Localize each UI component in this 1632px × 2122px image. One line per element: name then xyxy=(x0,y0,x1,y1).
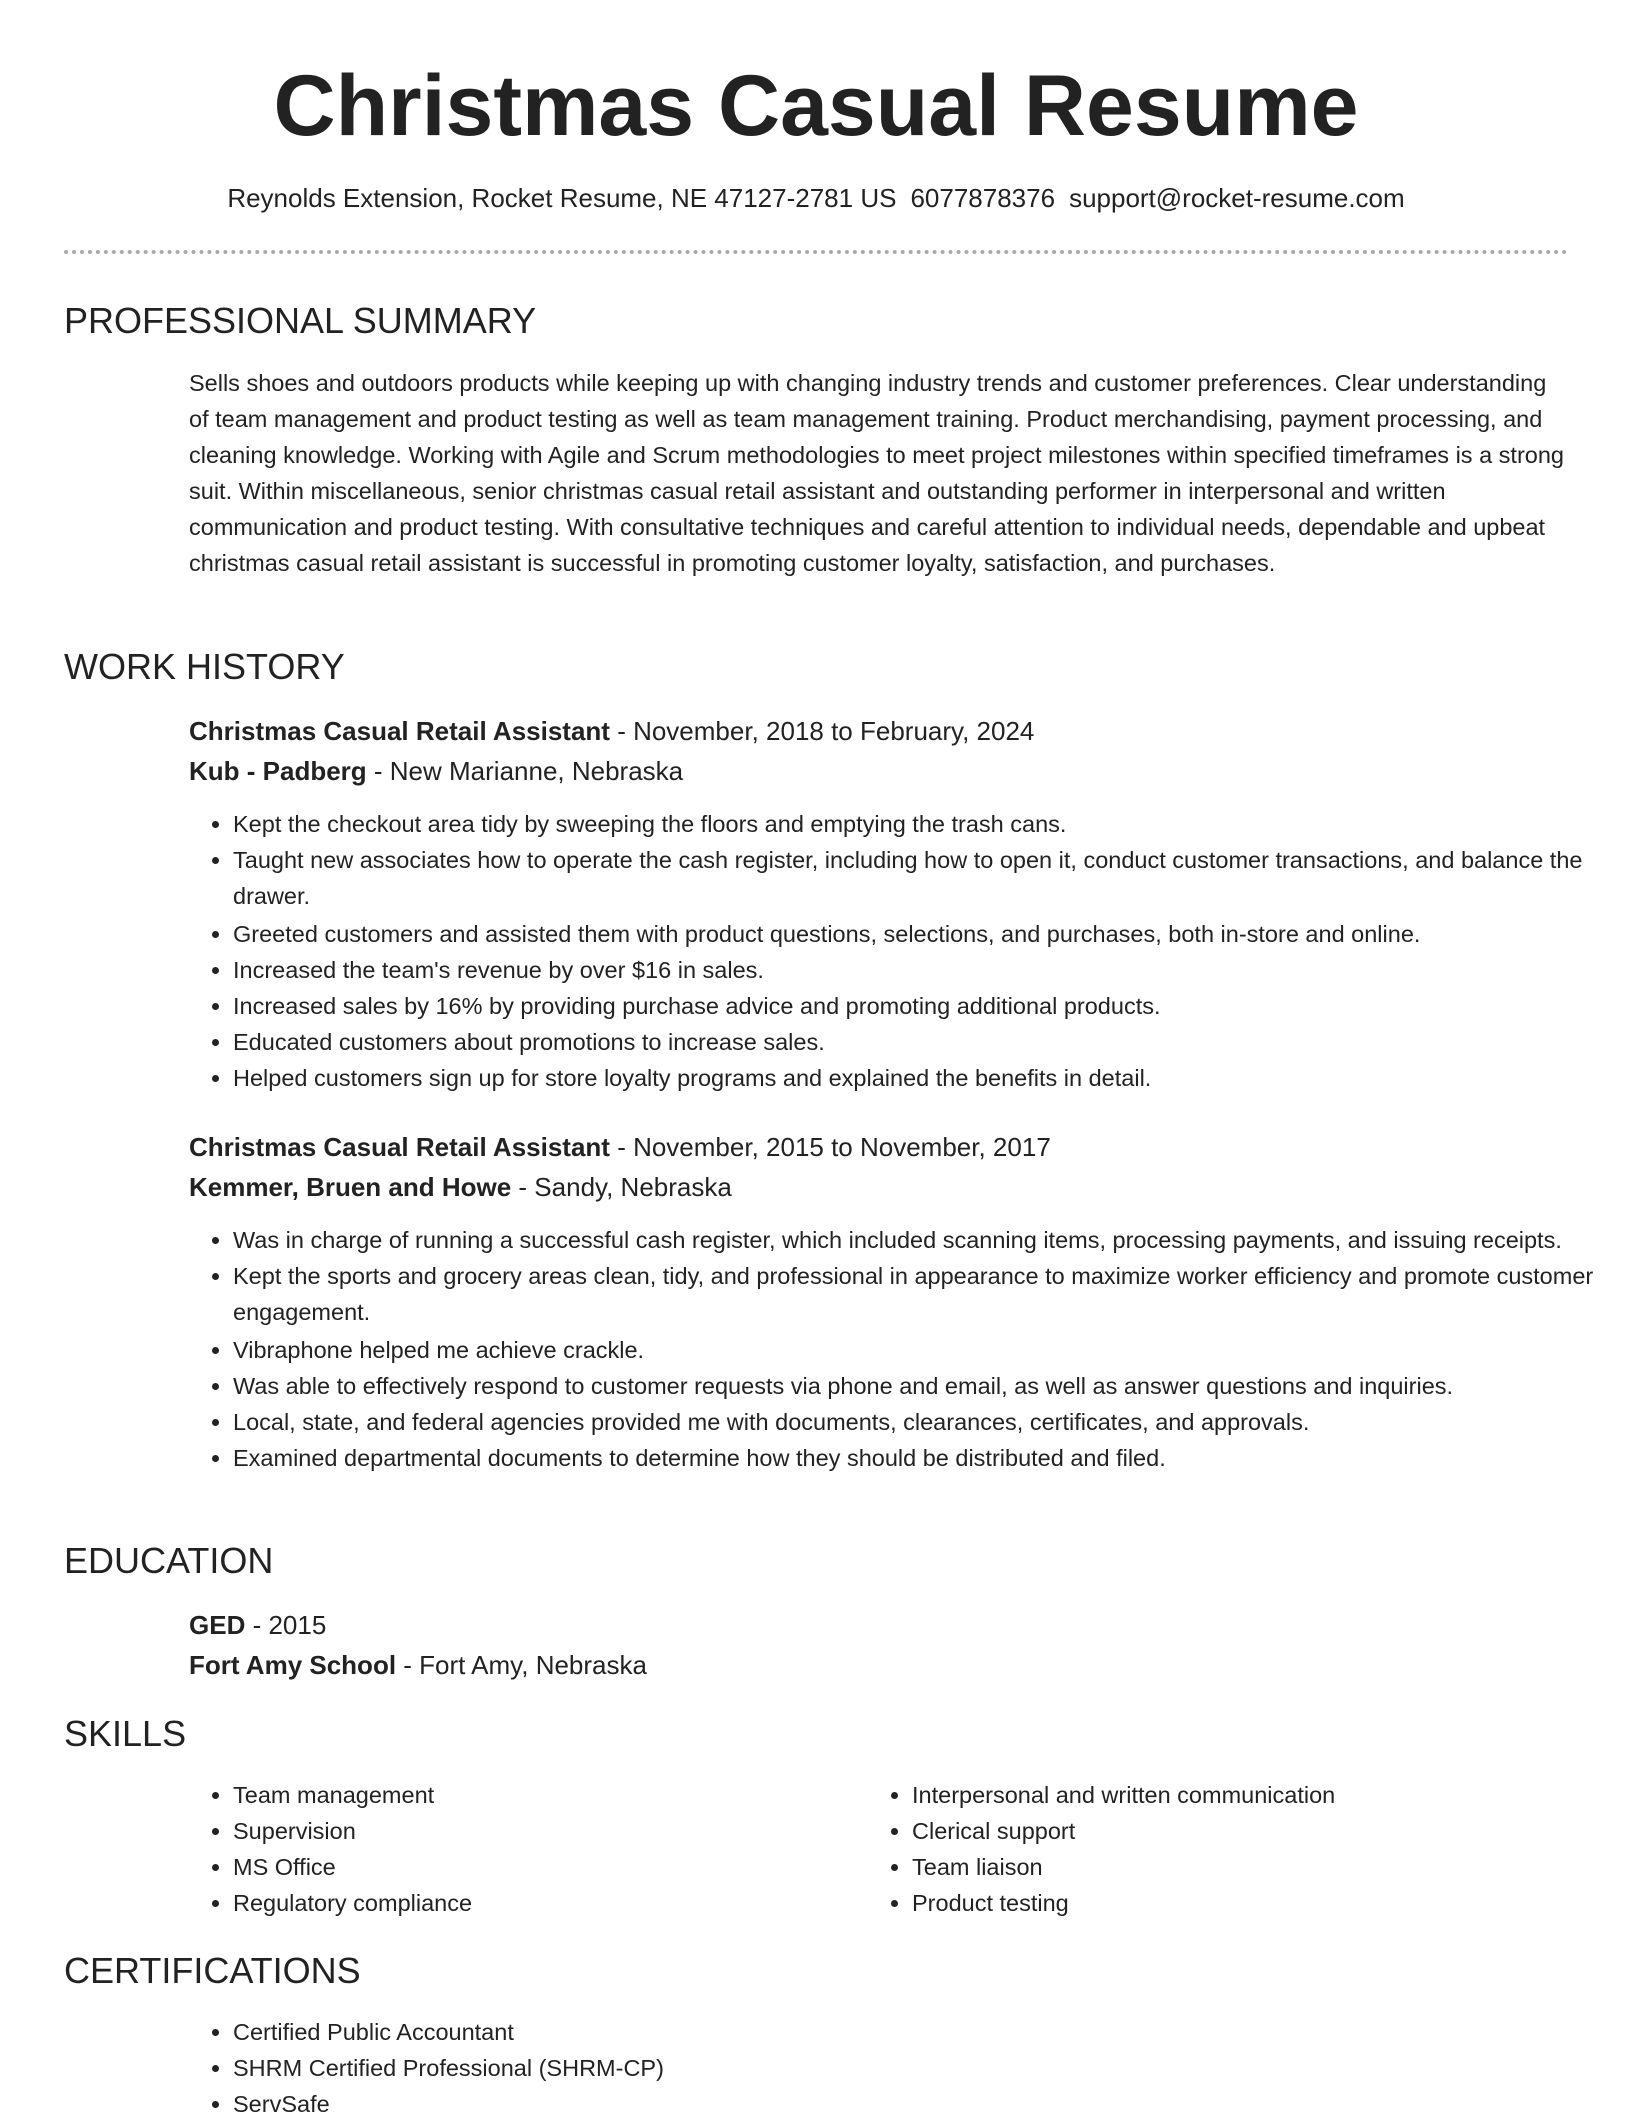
header-divider xyxy=(64,250,1568,254)
skills-list-left xyxy=(189,1777,853,1921)
job-bullet: • Examined departmental documents to determine how they should be distributed and filed. xyxy=(233,1440,1615,1476)
work-history-heading: WORK HISTORY xyxy=(64,646,345,687)
job-bullets xyxy=(189,806,1615,1096)
summary-heading: PROFESSIONAL SUMMARY xyxy=(64,300,537,341)
job-bullet: • Vibraphone helped me achieve crackle. xyxy=(233,1332,1615,1368)
contact-phone: 6077878376 xyxy=(910,183,1056,213)
job-bullet: • Helped customers sign up for store loyalty programs and explained the benefits in detail. xyxy=(233,1060,1615,1096)
job-company-line xyxy=(189,1169,732,1205)
skills-heading: SKILLS xyxy=(64,1713,187,1754)
skill-item: • Clerical support xyxy=(912,1813,1612,1849)
skill-item: • Team management xyxy=(233,1777,853,1813)
certification-item: • SHRM Certified Professional (SHRM-CP) xyxy=(233,2050,1615,2086)
job-location: - New Marianne, Nebraska xyxy=(366,756,684,786)
job-location: - Sandy, Nebraska xyxy=(511,1172,732,1202)
job-bullet: • Kept the sports and grocery areas clean, tidy, and professional in appearance to maximize worker efficiency and promote customer engagement. xyxy=(233,1258,1615,1330)
job-bullet: • Was able to effectively respond to customer requests via phone and email, as well as answer questions and inquiries. xyxy=(233,1368,1615,1404)
job-bullet: • Taught new associates how to operate the cash register, including how to open it, conduct customer transactions, and balance the drawer. xyxy=(233,842,1615,914)
certification-item: • Certified Public Accountant xyxy=(233,2014,1615,2050)
education-heading: EDUCATION xyxy=(64,1540,274,1581)
job-bullet: • Greeted customers and assisted them with product questions, selections, and purchases, both in-store and online. xyxy=(233,916,1615,952)
job-company: Kub - Padberg xyxy=(189,756,367,786)
job-bullet: • Local, state, and federal agencies provided me with documents, clearances, certificates, and approvals. xyxy=(233,1404,1615,1440)
contact-info xyxy=(0,180,1632,216)
certifications-heading: CERTIFICATIONS xyxy=(64,1950,361,1991)
job-company-line xyxy=(189,753,683,789)
skill-item: • Supervision xyxy=(233,1813,853,1849)
resume-name: Christmas Casual Resume xyxy=(273,58,1359,154)
skill-item: • Product testing xyxy=(912,1885,1612,1921)
certification-item: • ServSafe xyxy=(233,2086,1615,2122)
skill-item: • Team liaison xyxy=(912,1849,1612,1885)
skill-item: • MS Office xyxy=(233,1849,853,1885)
job-title-line xyxy=(189,713,1034,749)
summary-text: Sells shoes and outdoors products while keeping up with changing industry trends and customer preferences. Clear understanding of team management and product testing as well as team management training. Product merchandising, payment processing, and cleaning knowledge. Working with Agile and Scrum methodologies to meet project milestones within specified timeframes is a strong suit. Within miscellaneous, senior christmas casual retail assistant and outstanding performer in interpersonal and written communication and product testing. With consultative techniques and careful attention to individual needs, dependable and upbeat christmas casual retail assistant is successful in promoting customer loyalty, satisfaction, and purchases. xyxy=(189,370,1564,576)
education-school: Fort Amy School xyxy=(189,1650,397,1680)
job-title-line xyxy=(189,1129,1051,1165)
job-bullet: • Increased the team's revenue by over $16 in sales. xyxy=(233,952,1615,988)
education-degree: GED xyxy=(189,1610,246,1640)
job-bullet: • Kept the checkout area tidy by sweeping the floors and emptying the trash cans. xyxy=(233,806,1615,842)
job-dates: - November, 2015 to November, 2017 xyxy=(609,1132,1051,1162)
education-location: - Fort Amy, Nebraska xyxy=(396,1650,647,1680)
certifications-list xyxy=(189,2014,1615,2122)
job-bullets xyxy=(189,1222,1615,1476)
job-bullet: • Increased sales by 16% by providing purchase advice and promoting additional products. xyxy=(233,988,1615,1024)
skills-list-right xyxy=(868,1777,1612,1921)
skill-item: • Interpersonal and written communication xyxy=(912,1777,1612,1813)
job-bullet: • Educated customers about promotions to increase sales. xyxy=(233,1024,1615,1060)
job-dates: - November, 2018 to February, 2024 xyxy=(609,716,1035,746)
job-company: Kemmer, Bruen and Howe xyxy=(189,1172,512,1202)
job-position: Christmas Casual Retail Assistant xyxy=(189,716,610,746)
job-position: Christmas Casual Retail Assistant xyxy=(189,1132,610,1162)
job-bullet: • Was in charge of running a successful cash register, which included scanning items, processing payments, and issuing receipts. xyxy=(233,1222,1615,1258)
skill-item: • Regulatory compliance xyxy=(233,1885,853,1921)
education-school-line xyxy=(189,1647,647,1683)
education-degree-line xyxy=(189,1607,326,1643)
contact-address: Reynolds Extension, Rocket Resume, NE 47127-2781 US xyxy=(227,183,897,213)
contact-email: support@rocket-resume.com xyxy=(1069,183,1405,213)
education-year: - 2015 xyxy=(245,1610,327,1640)
